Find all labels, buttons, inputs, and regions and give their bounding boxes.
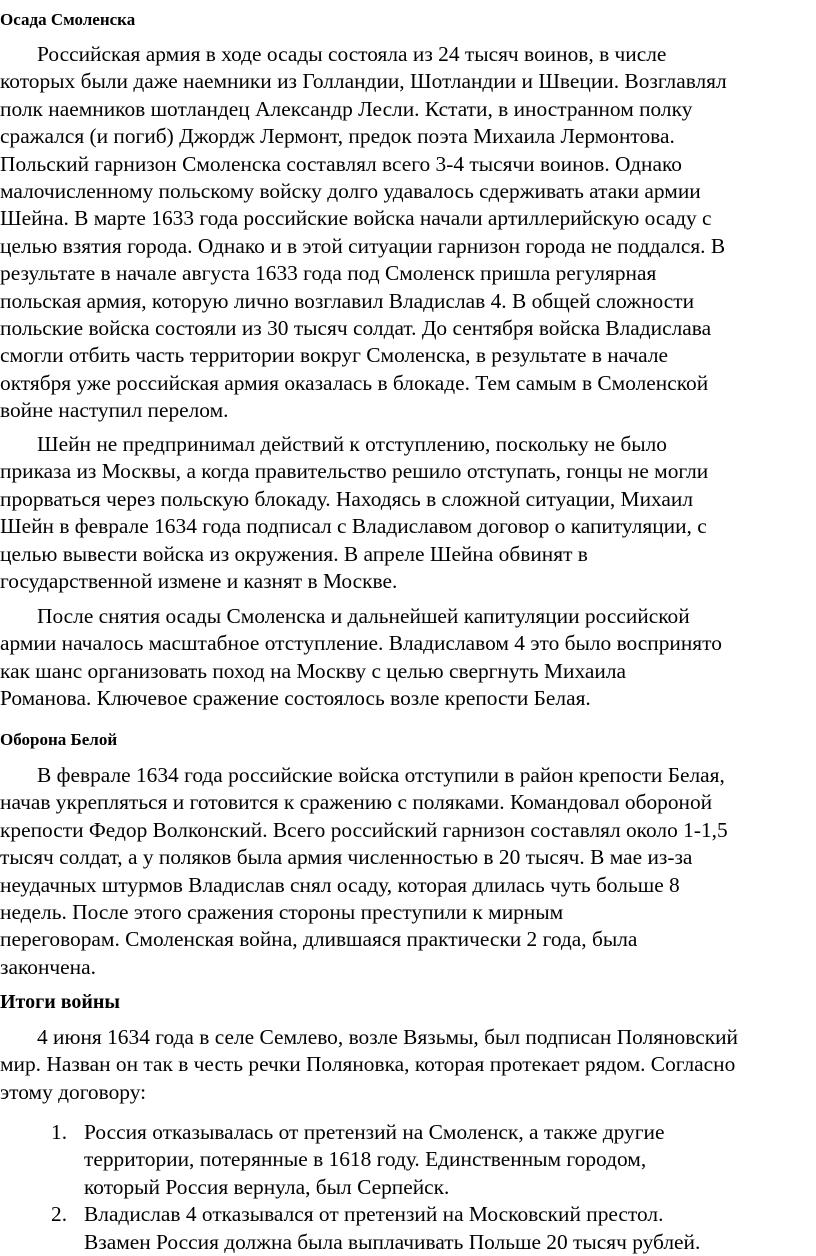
text-line: смогли отбить часть территории вокруг Смоленска, в результате в начале <box>0 343 669 368</box>
paragraph-after-siege <box>0 603 816 713</box>
text-line: армии началось масштабное отступление. Владиславом 4 это было воспринято <box>0 631 722 656</box>
text-line: прорваться через польскую блокаду. Находясь в сложной ситуации, Михаил <box>0 486 694 511</box>
text-line: Владислав 4 отказывался от претензий на Московский престол. <box>84 1202 664 1227</box>
text-line: Романова. Ключевое сражение состоялось возле крепости Белая. <box>0 686 591 711</box>
section-heading-war-results: Итоги войны <box>0 991 121 1013</box>
text-line: В феврале 1634 года российские войска отступили в район крепости Белая, <box>37 763 725 787</box>
text-line: который Россия вернула, был Серпейск. <box>84 1174 450 1199</box>
text-line: сражался (и погиб) Джордж Лермонт, предок поэта Михаила Лермонтова. <box>0 124 675 149</box>
text-line: Шейн в феврале 1634 года подписал с Владиславом договор о капитуляции, с <box>0 514 707 539</box>
text-line: Российская армия в ходе осады состояла из 24 тысяч воинов, в числе <box>37 42 667 66</box>
text-line: этому договору: <box>0 1079 147 1104</box>
text-line: переговорам. Смоленская война, длившаяся практически 2 года, была <box>0 927 638 952</box>
text-line: целью взятия города. Однако и в этой ситуации гарнизон города не поддался. В <box>0 233 726 258</box>
list-item <box>0 1119 816 1201</box>
text-line: тысяч солдат, а у поляков была армия численностью в 20 тысяч. В мае из-за <box>0 845 693 870</box>
text-line: крепости Федор Волконский. Всего российский гарнизон составлял около 1-1,5 <box>0 817 728 842</box>
paragraph-polyanovka-peace <box>0 1024 816 1106</box>
list-item-number: 1. <box>51 1120 68 1144</box>
section-heading-siege-of-smolensk: Осада Смоленска <box>0 10 136 29</box>
text-line: Польский гарнизон Смоленска составлял всего 3-4 тысячи воинов. Однако <box>0 151 683 176</box>
list-item <box>0 1201 816 1256</box>
text-line: закончена. <box>0 954 96 979</box>
text-line: 4 июня 1634 года в селе Семлево, возле Вязьмы, был подписан Поляновский <box>37 1025 738 1049</box>
text-line: которых были даже наемники из Голландии, Шотландии и Швеции. Возглавлял <box>0 69 727 94</box>
text-line: территории, потерянные в 1618 году. Единственным городом, <box>84 1147 647 1172</box>
treaty-terms-list <box>0 1119 816 1256</box>
text-line: Россия отказывалась от претензий на Смоленск, а также другие <box>84 1120 665 1144</box>
text-line: мир. Назван он так в честь речки Поляновка, которая протекает рядом. Согласно <box>0 1052 736 1077</box>
text-line: польская армия, которую лично возглавил Владислав 4. В общей сложности <box>0 288 695 313</box>
paragraph-belaya-defense <box>0 762 816 981</box>
paragraph-siege-army <box>0 41 816 425</box>
text-line: Шейн не предпринимал действий к отступлению, поскольку не было <box>37 432 667 456</box>
list-item-number: 2. <box>51 1202 68 1227</box>
text-line: неудачных штурмов Владислав снял осаду, которая длилась чуть больше 8 <box>0 872 680 897</box>
text-line: целью вывести войска из окружения. В апреле Шейна обвинят в <box>0 541 588 566</box>
section-heading-defense-of-belaya: Оборона Белой <box>0 730 118 749</box>
text-line: приказа из Москвы, а когда правительство решило отступать, гонцы не могли <box>0 459 709 484</box>
text-line: недель. После этого сражения стороны преступили к мирным <box>0 900 564 925</box>
text-line: войне наступил перелом. <box>0 398 229 423</box>
text-line: После снятия осады Смоленска и дальнейшей капитуляции российской <box>37 604 690 628</box>
text-line: государственной измене и казнят в Москве. <box>0 569 398 594</box>
paragraph-shein-retreat <box>0 431 816 595</box>
text-line: Взамен Россия должна была выплачивать Польше 20 тысяч рублей. <box>84 1229 701 1254</box>
text-line: польские войска состояли из 30 тысяч солдат. До сентября войска Владислава <box>0 316 712 341</box>
text-line: Шейна. В марте 1633 года российские войска начали артиллерийскую осаду с <box>0 206 712 231</box>
text-line: полк наемников шотландец Александр Лесли. Кстати, в иностранном полку <box>0 96 693 121</box>
text-line: октября уже российская армия оказалась в блокаде. Тем самым в Смоленской <box>0 370 709 395</box>
text-line: результате в начале августа 1633 года под Смоленск пришла регулярная <box>0 261 657 286</box>
text-line: начав укрепляться и готовится к сражению с поляками. Командовал обороной <box>0 790 713 815</box>
text-line: малочисленному польскому войску долго удавалось сдерживать атаки армии <box>0 179 701 204</box>
text-line: как шанс организовать поход на Москву с целью свергнуть Михаила <box>0 658 626 683</box>
